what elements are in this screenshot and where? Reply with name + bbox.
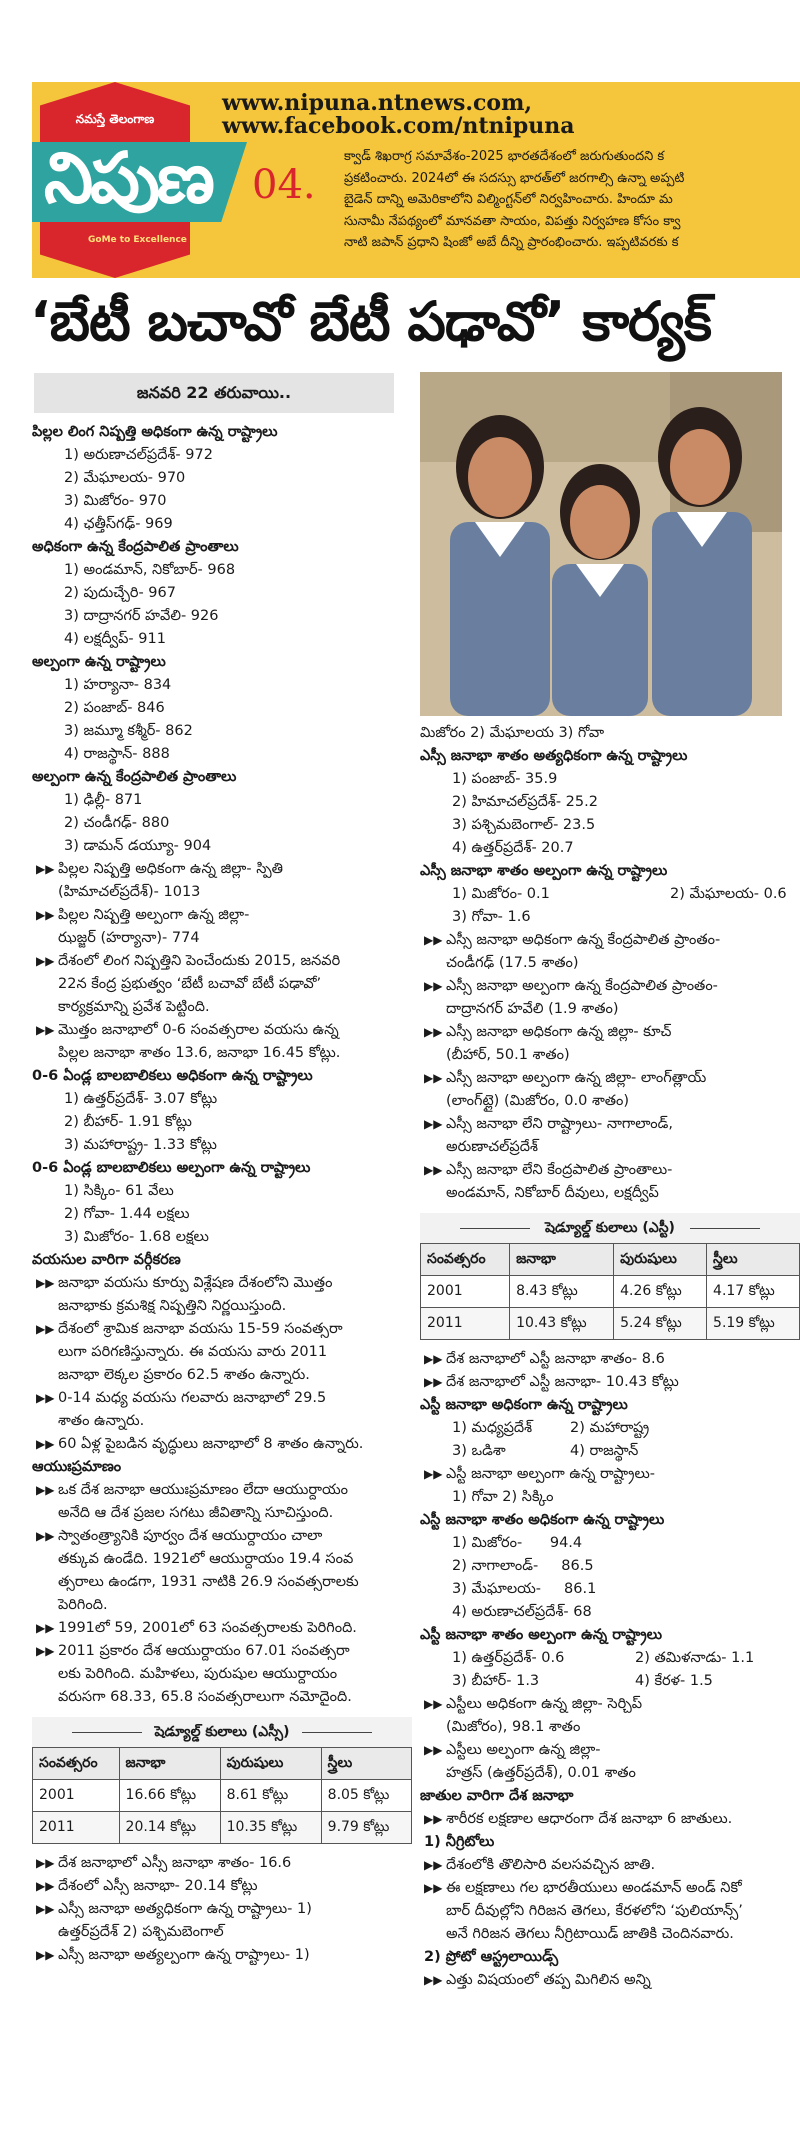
st-table-block xyxy=(420,1213,800,1340)
bullet-arrow-icon: ▶▶ xyxy=(424,1117,443,1131)
bullet-point xyxy=(32,1852,412,1875)
bullet-arrow-icon: ▶▶ xyxy=(36,1948,55,1962)
list-item: 3) గోవా- 1.6 xyxy=(452,909,531,925)
bullet-point xyxy=(420,1854,800,1877)
bullet-arrow-icon: ▶▶ xyxy=(36,908,55,922)
bullet-point xyxy=(420,1739,800,1785)
table-cell: 2011 xyxy=(33,1812,120,1844)
bullet-line: త్సరాలు ఉండగా, 1931 నాటికి 26.9 సంవత్సరాలకు xyxy=(58,1574,359,1590)
list-pair xyxy=(420,1440,800,1463)
bullet-arrow-icon: ▶▶ xyxy=(424,1812,443,1826)
list-item: 3) డామన్ డయ్యూ- 904 xyxy=(64,838,212,854)
bullet-arrow-icon: ▶▶ xyxy=(36,1621,55,1635)
bullet-arrow-icon: ▶▶ xyxy=(424,1881,443,1895)
list-item: 4) ఛత్తీస్‌గఢ్- 969 xyxy=(64,516,173,532)
section-heading: ఎస్టీ జనాభా అధికంగా ఉన్న రాష్ట్రాలు xyxy=(420,1397,628,1413)
bullet-line: దేశంలో ఎస్సీ జనాభా- 20.14 కోట్లు xyxy=(58,1878,258,1894)
list-item: 2) బీహార్- 1.91 కోట్లు xyxy=(64,1114,192,1130)
bullet-arrow-icon: ▶▶ xyxy=(36,1437,55,1451)
bullet-line: 2011 ప్రకారం దేశ ఆయుర్దాయం 67.01 సంవత్సరా xyxy=(58,1643,350,1659)
bullet-line: (లాంగ్‌ట్లై) (మిజోరం, 0.0 శాతం) xyxy=(446,1093,630,1109)
bullet-line: ఝజ్జర్ (హర్యానా)- 774 xyxy=(58,930,200,946)
table-header: జనాభా xyxy=(119,1748,220,1780)
list-item: 1) మధ్యప్రదేశ్ xyxy=(452,1420,533,1436)
bullet-line: పిల్లల నిష్పత్తి అధికంగా ఉన్న జిల్లా- స్పితి xyxy=(58,861,283,877)
bullet-point xyxy=(32,1875,412,1898)
bullet-point xyxy=(420,1808,800,1831)
bullet-line: ఎస్సీ జనాభా అత్యధికంగా ఉన్న రాష్ట్రాలు- 1) xyxy=(58,1901,312,1917)
table-title: షెడ్యూల్డ్ కులాలు (ఎస్టీ) xyxy=(420,1213,800,1243)
list-item: 2) మేఘాలయ- 970 xyxy=(64,470,186,486)
bullet-arrow-icon: ▶▶ xyxy=(424,1858,443,1872)
list-item: 2) గోవా- 1.44 లక్షలు xyxy=(64,1206,190,1222)
list-item: 1) హర్యానా- 834 xyxy=(64,677,172,693)
bullet-point xyxy=(420,1371,800,1394)
bullet-line: బార్ దీవుల్లోని గిరిజన తెగలు, కేరళలోని ‘పులియాన్స్’ xyxy=(446,1903,743,1919)
list-item: 1) సిక్కిం- 61 వేలు xyxy=(64,1183,174,1199)
list-item: 2) మేఘాలయ- 0.6 xyxy=(670,886,787,902)
list-item: 3) దాద్రానగర్ హవేలి- 926 xyxy=(64,608,219,624)
bullet-line: ఎస్సీ జనాభా అల్పంగా ఉన్న జిల్లా- లాంగ్‌త్లాయ్ xyxy=(446,1070,707,1086)
section-heading: జాతుల వారిగా దేశ జనాభా xyxy=(420,1788,574,1804)
sc-table-block xyxy=(32,1717,412,1844)
table-header: సంవత్సరం xyxy=(33,1748,120,1780)
table-header: స్త్రీలు xyxy=(321,1748,411,1780)
bullet-arrow-icon: ▶▶ xyxy=(36,862,55,876)
bullet-line: జనాభా వయసు కూర్పు విశ్లేషణ దేశంలోని మొత్తం xyxy=(58,1275,333,1291)
logo-block xyxy=(32,82,316,278)
list-item: 4) రాజస్థాన్- 888 xyxy=(64,746,170,762)
bullet-point xyxy=(32,1318,412,1387)
banner-paragraph xyxy=(344,146,800,254)
bullet-line: పిల్లల నిష్పత్తి అల్పంగా ఉన్న జిల్లా- xyxy=(58,907,250,923)
bullet-point xyxy=(420,1021,800,1067)
bullet-line: ఎస్సీ జనాభా అధికంగా ఉన్న కేంద్రపాలిత ప్రాంతం- xyxy=(446,932,721,948)
list-item: 3) మేఘాలయ- 86.1 xyxy=(452,1581,597,1597)
bullet-arrow-icon: ▶▶ xyxy=(36,1644,55,1658)
bullet-arrow-icon: ▶▶ xyxy=(36,1023,55,1037)
bullet-arrow-icon: ▶▶ xyxy=(36,954,55,968)
table-row xyxy=(33,1812,412,1844)
st-population-table xyxy=(420,1243,800,1340)
banner-line: బైడెన్ దాన్ని అమెరికాలోని విల్మింగ్టన్‌లో నిర్వహించారు. హిందూ మ xyxy=(344,192,673,207)
bullet-arrow-icon: ▶▶ xyxy=(36,1856,55,1870)
table-cell: 5.24 కోట్లు xyxy=(614,1308,707,1340)
bullet-line: లకు పెరిగింది. మహిళలు, పురుషుల ఆయుర్దాయం xyxy=(58,1666,338,1682)
bullet-point xyxy=(32,1640,412,1709)
section-heading: 0-6 ఏండ్ల బాలబాలికలు అల్పంగా ఉన్న రాష్ట్రాలు xyxy=(32,1160,311,1176)
bullet-arrow-icon: ▶▶ xyxy=(36,1391,55,1405)
bullet-line: ఎస్సీ జనాభా అత్యల్పంగా ఉన్న రాష్ట్రాలు- 1) xyxy=(58,1947,310,1963)
list-item: 3) మిజోరం- 970 xyxy=(64,493,167,509)
bullet-line: దేశంలో లింగ నిష్పత్తిని పెంచేందుకు 2015, జనవరి xyxy=(58,953,341,969)
table-cell: 10.43 కోట్లు xyxy=(510,1308,614,1340)
bullet-line: 22న కేంద్ర ప్రభుత్వం ‘బేటీ బచావో బేటీ పఢావో’ xyxy=(58,976,322,992)
photo-illustration xyxy=(420,372,782,716)
bullet-point xyxy=(420,1113,800,1159)
bullet-point xyxy=(420,975,800,1021)
bullet-line: ఒక దేశ జనాభా ఆయుఃప్రమాణం లేదా ఆయుర్దాయం xyxy=(58,1482,348,1498)
table-header: సంవత్సరం xyxy=(421,1244,510,1276)
bullet-point xyxy=(32,904,412,950)
list-item: 2) తమిళనాడు- 1.1 xyxy=(635,1650,755,1666)
bullet-line: స్వాతంత్ర్యానికి పూర్వం దేశ ఆయుర్దాయం చాలా xyxy=(58,1528,323,1544)
bullet-line: ఎస్సీ జనాభా లేని కేంద్రపాలిత ప్రాంతాలు- xyxy=(446,1162,673,1178)
section-heading: ఎస్సీ జనాభా శాతం అత్యధికంగా ఉన్న రాష్ట్రాలు xyxy=(420,748,688,764)
bullet-line: అనే గిరిజన తెగలు నీగ్రిటాయిడ్ జాతికి చెందినవారు. xyxy=(446,1926,734,1942)
bullet-arrow-icon: ▶▶ xyxy=(424,1375,443,1389)
bullet-arrow-icon: ▶▶ xyxy=(424,1973,443,1987)
bullet-point xyxy=(32,1479,412,1525)
bullet-point xyxy=(32,858,412,904)
list-item: 1) ఉత్తర్‌ప్రదేశ్- 0.6 xyxy=(452,1650,565,1666)
table-cell: 2001 xyxy=(33,1780,120,1812)
table-row xyxy=(421,1308,800,1340)
bullet-line: దేశ జనాభాలో ఎస్టీ జనాభా శాతం- 8.6 xyxy=(446,1351,665,1367)
table-cell: 2011 xyxy=(421,1308,510,1340)
left-column xyxy=(32,373,412,1967)
list-pair xyxy=(420,1670,800,1693)
bullet-arrow-icon: ▶▶ xyxy=(36,1276,55,1290)
bullet-point xyxy=(32,950,412,1019)
bullet-line: దాద్రానగర్ హవేలి (1.9 శాతం) xyxy=(446,1001,619,1017)
bullet-point xyxy=(32,1272,412,1318)
list-item: 1) అండమాన్, నికోబార్- 968 xyxy=(64,562,236,578)
bullet-point xyxy=(32,1617,412,1640)
bullet-line: కార్యక్రమాన్ని ప్రవేశ పెట్టింది. xyxy=(58,999,210,1015)
table-header-row xyxy=(421,1244,800,1276)
bullet-line: అరుణాచల్‌ప్రదేశ్ xyxy=(446,1139,538,1155)
banner-line: నాటి జపాన్ ప్రధాని షింజో అబే దీన్ని ప్రారంభించారు. ఇప్పటివరకు క xyxy=(344,235,679,250)
schoolgirls-photo xyxy=(420,372,782,716)
bullet-arrow-icon: ▶▶ xyxy=(36,1483,55,1497)
table-title: షెడ్యూల్డ్ కులాలు (ఎస్సీ) xyxy=(32,1717,412,1747)
bullet-point xyxy=(420,1159,800,1205)
table-cell: 10.35 కోట్లు xyxy=(220,1812,321,1844)
girl-middle xyxy=(552,464,648,716)
bullet-arrow-icon: ▶▶ xyxy=(424,1071,443,1085)
bullet-line: 1991లో 59, 2001లో 63 సంవత్సరాలకు పెరిగింది. xyxy=(58,1620,357,1636)
bullet-line: జనాభా లెక్కల ప్రకారం 62.5 శాతం ఉన్నారు. xyxy=(58,1367,310,1383)
bullet-line: లుగా పరిగణిస్తున్నారు. ఈ వయసు వారు 2011 xyxy=(58,1344,328,1360)
bullet-line: 0-14 మధ్య వయసు గలవారు జనాభాలో 29.5 xyxy=(58,1390,327,1406)
table-header: పురుషులు xyxy=(614,1244,707,1276)
subsection-heading: 1) నీగ్రిటోలు xyxy=(424,1834,495,1850)
bullet-line: అనేది ఆ దేశ ప్రజల సగటు జీవితాన్ని సూచిస్తుంది. xyxy=(58,1505,334,1521)
list-pair xyxy=(420,1647,800,1670)
list-item: 4) లక్షద్వీప్- 911 xyxy=(64,631,166,647)
table-cell: 2001 xyxy=(421,1276,510,1308)
list-item: 1) గోవా 2) సిక్కిం xyxy=(452,1489,554,1505)
list-item: 3) మిజోరం- 1.68 లక్షలు xyxy=(64,1229,209,1245)
bullet-point xyxy=(420,1877,800,1946)
banner-line: సునామీ నేపథ్యంలో మానవతా సాయం, విపత్తు నిర్వహణ కోసం క్వా xyxy=(344,213,681,229)
section-heading: ఆయుఃప్రమాణం xyxy=(32,1459,122,1475)
bullet-line: దేశంలోకి తొలిసారి వలసవచ్చిన జాతి. xyxy=(446,1857,656,1873)
bullet-line: తక్కువ ఉండేది. 1921లో ఆయుర్దాయం 19.4 సంవ xyxy=(58,1551,354,1567)
bullet-arrow-icon: ▶▶ xyxy=(424,933,443,947)
bullet-line: మొత్తం జనాభాలో 0-6 సంవత్సరాల వయసు ఉన్న xyxy=(58,1022,339,1038)
girl-right xyxy=(652,407,752,716)
section-heading: అధికంగా ఉన్న కేంద్రపాలిత ప్రాంతాలు xyxy=(32,539,239,555)
bullet-arrow-icon: ▶▶ xyxy=(424,1352,443,1366)
logo-text: నిపుణ xyxy=(44,136,212,219)
table-header: స్త్రీలు xyxy=(707,1244,800,1276)
section-heading: వయసుల వారిగా వర్గీకరణ xyxy=(32,1252,181,1268)
section-heading: అల్పంగా ఉన్న కేంద్రపాలిత ప్రాంతాలు xyxy=(32,769,237,785)
list-item: 4) అరుణాచల్‌ప్రదేశ్- 68 xyxy=(452,1604,592,1620)
bullet-point xyxy=(32,1944,412,1967)
section-heading: ఎస్టీ జనాభా శాతం అల్పంగా ఉన్న రాష్ట్రాలు xyxy=(420,1627,663,1643)
list-item: 2) మహారాష్ట్ర xyxy=(570,1420,650,1436)
list-pair xyxy=(420,883,800,906)
bullet-line: 60 ఏళ్ల పైబడిన వృద్ధులు జనాభాలో 8 శాతం ఉన్నారు. xyxy=(58,1436,364,1452)
table-row xyxy=(33,1780,412,1812)
continued-line: మిజోరం 2) మేఘాలయ 3) గోవా xyxy=(420,725,605,741)
list-item: 3) బీహార్- 1.3 xyxy=(452,1673,540,1689)
logo-subtitle: GoMe to Excellence xyxy=(88,235,187,245)
list-item: 1) ఉత్తర్‌ప్రదేశ్- 3.07 కోట్లు xyxy=(64,1091,218,1107)
section-heading: అల్పంగా ఉన్న రాష్ట్రాలు xyxy=(32,654,166,670)
list-item: 1) ఢిల్లీ- 871 xyxy=(64,792,143,808)
facebook-link[interactable]: www.facebook.com/ntnipuna xyxy=(222,113,575,139)
bullet-point xyxy=(420,1348,800,1371)
bullet-arrow-icon: ▶▶ xyxy=(424,979,443,993)
section-heading: ఎస్సీ జనాభా శాతం అల్పంగా ఉన్న రాష్ట్రాలు xyxy=(420,863,668,879)
table-cell: 20.14 కోట్లు xyxy=(119,1812,220,1844)
bullet-line: శారీరక లక్షణాల ఆధారంగా దేశ జనాభా 6 జాతులు. xyxy=(446,1811,733,1827)
table-cell: 8.05 కోట్లు xyxy=(321,1780,411,1812)
bullet-line: ఎత్తు విషయంలో తప్ప మిగిలిన అన్ని xyxy=(446,1972,651,1988)
bullet-arrow-icon: ▶▶ xyxy=(424,1467,443,1481)
bullet-line: దేశ జనాభాలో ఎస్సీ జనాభా శాతం- 16.6 xyxy=(58,1855,292,1871)
banner-urls xyxy=(222,92,575,138)
list-item: 3) జమ్మూ కశ్మీర్- 862 xyxy=(64,723,193,739)
bullet-point xyxy=(420,1067,800,1113)
bullet-arrow-icon: ▶▶ xyxy=(36,1322,55,1336)
section-heading: పిల్లల లింగ నిష్పత్తి అధికంగా ఉన్న రాష్ట్రాలు xyxy=(32,424,278,440)
list-item: 1) పంజాబ్- 35.9 xyxy=(452,771,558,787)
bullet-line: ఉత్తర్‌ప్రదేశ్ 2) పశ్చిమబెంగాల్ xyxy=(58,1924,224,1940)
list-item: 4) రాజస్థాన్ xyxy=(570,1443,639,1459)
list-item: 4) కేరళ- 1.5 xyxy=(635,1673,713,1689)
section-heading: ఎస్టీ జనాభా శాతం అధికంగా ఉన్న రాష్ట్రాలు xyxy=(420,1512,665,1528)
bullet-line: దేశంలో శ్రామిక జనాభా వయసు 15-59 సంవత్సరా xyxy=(58,1321,343,1337)
page-headline: ‘బేటీ బచావో బేటీ పఢావో’ కార్యక్ xyxy=(30,290,711,353)
bullet-line: అండమాన్, నికోబార్ దీవులు, లక్షద్వీప్ xyxy=(446,1185,659,1201)
bullet-point xyxy=(420,1463,800,1486)
list-item: 3) పశ్చిమబెంగాల్- 23.5 xyxy=(452,817,596,833)
table-row xyxy=(421,1276,800,1308)
list-item: 4) ఉత్తర్‌ప్రదేశ్- 20.7 xyxy=(452,840,574,856)
bullet-arrow-icon: ▶▶ xyxy=(36,1902,55,1916)
bullet-line: చండీగఢ్ (17.5 శాతం) xyxy=(446,955,579,971)
subsection-heading: 2) ప్రోటో ఆస్ట్రలాయిడ్స్ xyxy=(424,1949,559,1965)
table-cell: 8.43 కోట్లు xyxy=(510,1276,614,1308)
table-header: జనాభా xyxy=(510,1244,614,1276)
list-item: 2) పంజాబ్- 846 xyxy=(64,700,165,716)
banner-line: ప్రకటించారు. 2024లో ఈ సదస్సు భారత్‌లో జరగాల్సి ఉన్నా అప్పటి xyxy=(344,170,685,186)
list-item: 1) మిజోరం- 94.4 xyxy=(452,1535,583,1551)
bullet-point xyxy=(420,929,800,975)
website-link[interactable]: www.nipuna.ntnews.com, xyxy=(222,90,533,116)
bullet-line: హత్రస్ (ఉత్తర్‌ప్రదేశ్), 0.01 శాతం xyxy=(446,1765,636,1781)
bullet-line: పిల్లల జనాభా శాతం 13.6, జనాభా 16.45 కోట్లు. xyxy=(58,1045,341,1061)
table-header-row xyxy=(33,1748,412,1780)
issue-number: 04. xyxy=(252,162,316,208)
list-item: 1) అరుణాచల్‌ప్రదేశ్- 972 xyxy=(64,447,213,463)
bullet-line: (మిజోరం), 98.1 శాతం xyxy=(446,1719,581,1735)
right-column xyxy=(420,722,800,1992)
table-header: పురుషులు xyxy=(220,1748,321,1780)
bullet-line: శాతం ఉన్నారు. xyxy=(58,1413,145,1429)
table-cell: 5.19 కోట్లు xyxy=(707,1308,800,1340)
bullet-line: ఎస్టీ జనాభా అల్పంగా ఉన్న రాష్ట్రాలు- xyxy=(446,1466,656,1482)
bullet-line: ఎస్సీ జనాభా అధికంగా ఉన్న జిల్లా- కూచ్ xyxy=(446,1024,672,1040)
bullet-line: ఎస్టీలు అధికంగా ఉన్న జిల్లా- సెర్చిప్ xyxy=(446,1696,643,1712)
list-pair xyxy=(420,1417,800,1440)
bullet-line: ఎస్సీ జనాభా లేని రాష్ట్రాలు- నాగాలాండ్, xyxy=(446,1116,673,1132)
girl-left xyxy=(450,415,550,716)
bullet-line: (బీహార్, 50.1 శాతం) xyxy=(446,1047,570,1063)
bullet-line: ఎస్సీ జనాభా అల్పంగా ఉన్న కేంద్రపాలిత ప్రాంతం- xyxy=(446,978,718,994)
banner-line: క్వాడ్ శిఖరాగ్ర సమావేశం-2025 భారతదేశంలో జరుగుతుందని క xyxy=(344,149,665,164)
list-item: 2) పుదుచ్చేరి- 967 xyxy=(64,585,176,601)
section-box-title: జనవరి 22 తరువాయి.. xyxy=(34,373,394,413)
bullet-arrow-icon: ▶▶ xyxy=(424,1743,443,1757)
bullet-line: పెరిగింది. xyxy=(58,1597,108,1613)
table-cell: 4.17 కోట్లు xyxy=(707,1276,800,1308)
bullet-arrow-icon: ▶▶ xyxy=(36,1879,55,1893)
header-banner xyxy=(32,82,800,278)
table-cell: 16.66 కోట్లు xyxy=(119,1780,220,1812)
bullet-point xyxy=(32,1898,412,1944)
bullet-point xyxy=(32,1433,412,1456)
bullet-line: జనాభాకు క్రమశిక్ష నిష్పత్తిని నిర్ణయిస్తుంది. xyxy=(58,1298,287,1314)
table-cell: 9.79 కోట్లు xyxy=(321,1812,411,1844)
bullet-line: వరుసగా 68.33, 65.8 సంవత్సరాలుగా నమోదైంది. xyxy=(58,1689,352,1705)
bullet-point xyxy=(420,1693,800,1739)
bullet-arrow-icon: ▶▶ xyxy=(424,1025,443,1039)
bullet-line: దేశ జనాభాలో ఎస్టీ జనాభా- 10.43 కోట్లు xyxy=(446,1374,679,1390)
table-cell: 8.61 కోట్లు xyxy=(220,1780,321,1812)
bullet-line: ఈ లక్షణాలు గల భారతీయులు అండమాన్ అండ్ నికో xyxy=(446,1880,742,1896)
bullet-point xyxy=(32,1019,412,1065)
bullet-point xyxy=(420,1969,800,1992)
bullet-arrow-icon: ▶▶ xyxy=(424,1163,443,1177)
bullet-arrow-icon: ▶▶ xyxy=(36,1529,55,1543)
section-heading: 0-6 ఏండ్ల బాలబాలికలు అధికంగా ఉన్న రాష్ట్రాలు xyxy=(32,1068,313,1084)
list-item: 1) మిజోరం- 0.1 xyxy=(452,886,550,902)
bullet-arrow-icon: ▶▶ xyxy=(424,1697,443,1711)
bullet-point xyxy=(32,1525,412,1617)
list-item: 3) మహారాష్ట్ర- 1.33 కోట్లు xyxy=(64,1137,217,1153)
bullet-point xyxy=(32,1387,412,1433)
list-item: 2) నాగాలాండ్- 86.5 xyxy=(452,1558,594,1574)
sc-population-table xyxy=(32,1747,412,1844)
logo-tagline: నమస్తే తెలంగాణ xyxy=(75,112,155,126)
bullet-line: (హిమాచల్‌ప్రదేశ్)- 1013 xyxy=(58,884,201,900)
list-item: 3) ఒడిశా xyxy=(452,1443,506,1459)
list-item: 2) హిమాచల్‌ప్రదేశ్- 25.2 xyxy=(452,794,598,810)
table-cell: 4.26 కోట్లు xyxy=(614,1276,707,1308)
list-item: 2) చండీగఢ్- 880 xyxy=(64,815,170,831)
bullet-line: ఎస్టీలు అల్పంగా ఉన్న జిల్లా- xyxy=(446,1742,601,1758)
